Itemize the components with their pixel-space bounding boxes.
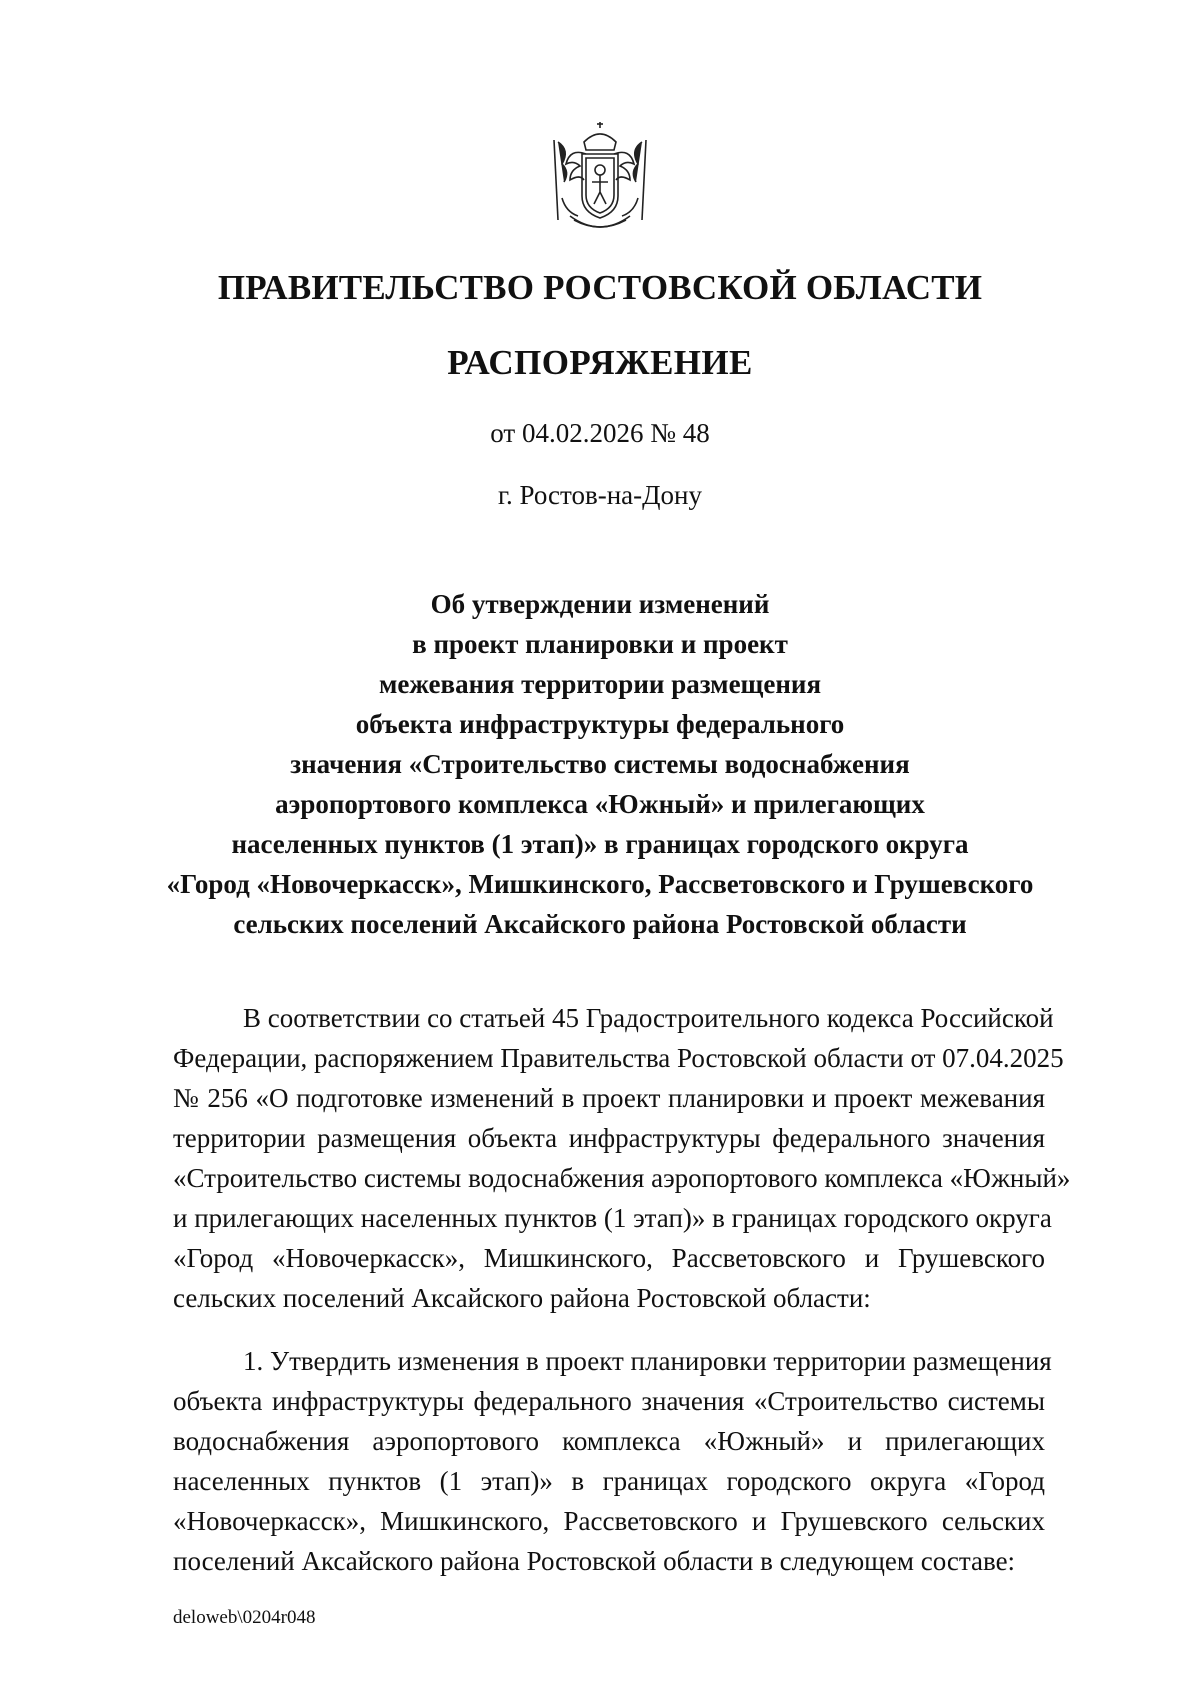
paragraph-line: «Строительство системы водоснабжения аэропортового комплекса «Южный» <box>173 1163 1071 1193</box>
file-code-footer: deloweb\0204r048 <box>173 1607 316 1628</box>
paragraph-line: «Город «Новочеркасск», Мишкинского, Рассветовского и Грушевского <box>173 1243 1045 1273</box>
subject-line: сельских поселений Аксайского района Ростовской области <box>233 909 967 939</box>
subject-line: межевания территории размещения <box>378 669 822 699</box>
item-1-paragraph <box>173 1341 1052 1581</box>
subject-line: аэропортового комплекса «Южный» и прилегающих <box>275 789 925 819</box>
paragraph-line: В соответствии со статьей 45 Градостроительного кодекса Российской <box>243 1003 1054 1033</box>
paragraph-line: Федерации, распоряжением Правительства Ростовской области от 07.04.2025 <box>173 1043 1064 1073</box>
document-type-heading: РАСПОРЯЖЕНИЕ <box>447 343 753 382</box>
coat-of-arms-icon <box>540 120 660 240</box>
paragraph-line: «Новочеркасск», Мишкинского, Рассветовского и Грушевского сельских <box>173 1506 1045 1536</box>
subject-line: Об утверждении изменений <box>430 589 770 619</box>
document-subject <box>150 584 1050 944</box>
paragraph-line: территории размещения объекта инфраструктуры федерального значения <box>173 1123 1045 1153</box>
subject-line: в проект планировки и проект <box>412 629 788 659</box>
paragraph-line: населенных пунктов (1 этап)» в границах городского округа «Город <box>173 1466 1045 1496</box>
document-date-number: от 04.02.2026 № 48 <box>490 418 710 448</box>
subject-line: населенных пунктов (1 этап)» в границах городского округа <box>231 829 969 859</box>
preamble-paragraph <box>173 998 1071 1318</box>
government-title: ПРАВИТЕЛЬСТВО РОСТОВСКОЙ ОБЛАСТИ <box>217 268 983 307</box>
paragraph-line: № 256 «О подготовке изменений в проект планировки и проект межевания <box>173 1083 1045 1113</box>
paragraph-line: и прилегающих населенных пунктов (1 этап)» в границах городского округа <box>173 1203 1052 1233</box>
paragraph-line: водоснабжения аэропортового комплекса «Южный» и прилегающих <box>173 1426 1045 1456</box>
subject-line: «Город «Новочеркасск», Мишкинского, Рассветовского и Грушевского <box>166 869 1034 899</box>
paragraph-line: 1. Утвердить изменения в проект планировки территории размещения <box>243 1346 1052 1376</box>
paragraph-line: сельских поселений Аксайского района Ростовской области: <box>173 1283 871 1313</box>
paragraph-line: объекта инфраструктуры федерального значения «Строительство системы <box>173 1386 1045 1416</box>
subject-line: значения «Строительство системы водоснабжения <box>290 749 910 779</box>
paragraph-line: поселений Аксайского района Ростовской области в следующем составе: <box>173 1546 1016 1576</box>
subject-line: объекта инфраструктуры федерального <box>355 709 845 739</box>
document-place: г. Ростов-на-Дону <box>497 480 702 510</box>
